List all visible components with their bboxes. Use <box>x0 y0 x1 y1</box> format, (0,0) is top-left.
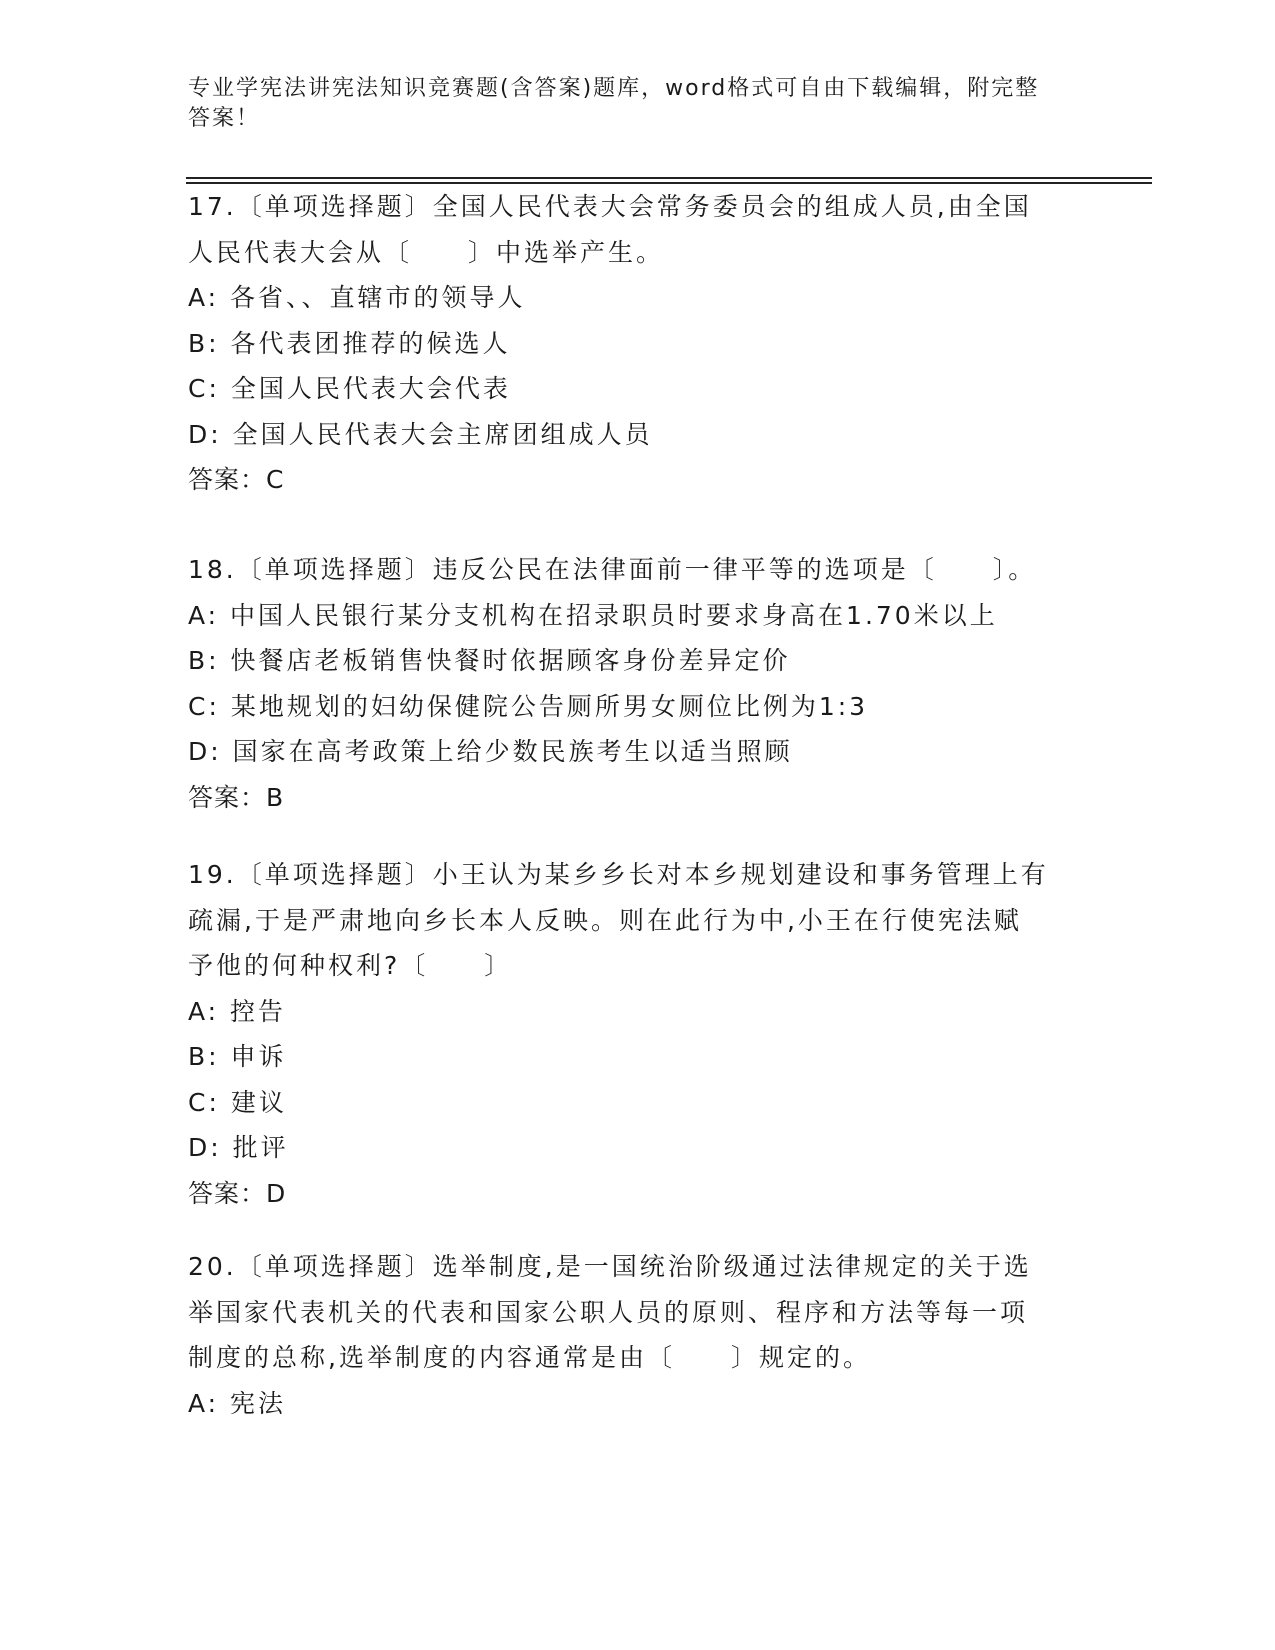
question-stem-line: 疏漏,于是严肃地向乡长本人反映。则在此行为中,小王在行使宪法赋 <box>188 905 1022 935</box>
option-d: D: 全国人民代表大会主席团组成人员 <box>188 419 653 449</box>
answer-label: 答案：B <box>188 782 285 812</box>
answer-label: 答案：D <box>188 1178 287 1208</box>
option-a: A: 宪法 <box>188 1388 287 1418</box>
document-header <box>188 74 1068 134</box>
question-stem-line: 18.〔单项选择题〕违反公民在法律面前一律平等的选项是〔 〕。 <box>188 555 1037 584</box>
option-a: A: 各省、、直辖市的领导人 <box>188 283 526 312</box>
question-stem-line: 17.〔单项选择题〕全国人民代表大会常务委员会的组成人员,由全国 <box>188 192 1032 221</box>
header-divider-top <box>186 177 1152 179</box>
question-stem-line: 19.〔单项选择题〕小王认为某乡乡长对本乡规划建设和事务管理上有 <box>188 860 1049 889</box>
question-stem-line: 予他的何种权利?〔 〕 <box>188 951 513 980</box>
option-a: A: 控告 <box>188 996 287 1026</box>
option-c: C: 全国人民代表大会代表 <box>188 374 511 403</box>
question-19 <box>188 852 1088 1216</box>
question-20 <box>188 1244 1088 1426</box>
question-stem-line: 人民代表大会从〔 〕中选举产生。 <box>188 237 665 267</box>
option-c: C: 建议 <box>188 1087 287 1117</box>
option-b: B: 快餐店老板销售快餐时依据顾客身份差异定价 <box>188 646 791 675</box>
answer-label: 答案：C <box>188 465 285 494</box>
question-stem-line: 制度的总称,选举制度的内容通常是由〔 〕规定的。 <box>188 1343 871 1372</box>
question-stem-line: 举国家代表机关的代表和国家公职人员的原则、程序和方法等每一项 <box>188 1297 1029 1327</box>
option-b: B: 申诉 <box>188 1042 287 1071</box>
header-line-1: 专业学宪法讲宪法知识竞赛题(含答案)题库，word格式可自由下载编辑，附完整 <box>188 76 1040 101</box>
option-d: D: 批评 <box>188 1133 289 1162</box>
option-c: C: 某地规划的妇幼保健院公告厕所男女厕位比例为1:3 <box>188 691 869 721</box>
option-a: A: 中国人民银行某分支机构在招录职员时要求身高在1.70米以上 <box>188 600 998 630</box>
option-d: D: 国家在高考政策上给少数民族考生以适当照顾 <box>188 737 793 766</box>
option-b: B: 各代表团推荐的候选人 <box>188 328 511 358</box>
question-18 <box>188 547 1088 820</box>
header-line-2: 答案！ <box>188 106 261 131</box>
question-stem-line: 20.〔单项选择题〕选举制度,是一国统治阶级通过法律规定的关于选 <box>188 1252 1032 1281</box>
question-17 <box>188 184 1088 503</box>
